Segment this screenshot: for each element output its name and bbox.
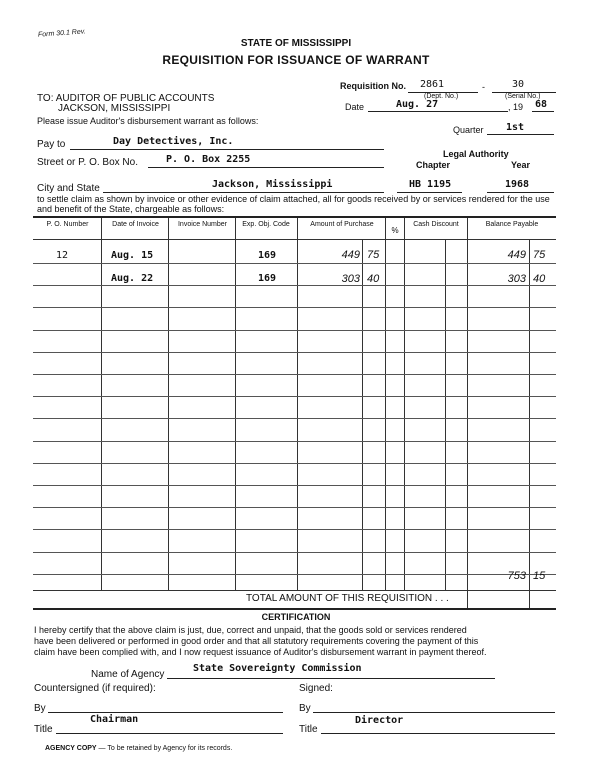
quarter-label: Quarter [453,125,484,135]
date-value: Aug. 27 [396,99,439,110]
table-row-line [33,507,556,508]
row1-amount-dollars: 449 [341,249,360,261]
legal-authority-label: Legal Authority [443,149,509,159]
table-row-line [33,418,556,419]
header-amount: Amount of Purchase [310,221,374,228]
instruction-text: Please issue Auditor's disbursement warrant as follows: [37,116,259,126]
row2-exp: 169 [258,273,277,284]
row1-balance-dollars: 449 [507,249,526,261]
certification-line2: have been delivered or performed in good order and that all statutory requirements covering the payment of this [34,636,479,646]
addressee-line2: JACKSON, MISSISSIPPI [58,103,171,114]
row2-amount-dollars: 303 [341,273,360,285]
left-title-label: Title [34,724,53,735]
right-title-label: Title [299,724,318,735]
chapter-label: Chapter [416,160,451,170]
street-value: P. O. Box 2255 [166,154,251,165]
table-row-line [33,396,556,397]
table-row-line [33,463,556,464]
dept-no-value: 2861 [420,79,445,90]
date-label: Date [345,102,365,112]
footer-copy-bold: AGENCY COPY [45,745,97,752]
year-value: 68 [535,99,548,110]
settle-text: to settle claim as shown by invoice or other evidence of claim attached, all for goods received by or services rendered for the use and benefit of the State, chargeable as follows: [37,194,550,214]
serial-caption: (Serial No.) [505,93,541,100]
agency-label: Name of Agency [91,669,165,680]
form-number: Form 30.1 Rev. [37,28,86,39]
certification-line3: claim have been complied with, and I now request issuance of Auditor's disbursement warrant in payment thereof. [34,647,487,657]
addressee-line1: TO: AUDITOR OF PUBLIC ACCOUNTS [37,93,215,104]
header-balance: Balance Payable [485,221,539,228]
right-title-line [321,733,555,734]
table-row-line [33,263,556,264]
row1-exp: 169 [258,250,277,261]
requisition-label: Requisition No. [340,81,406,91]
left-title-value: Chairman [90,714,139,725]
table-row-line [33,485,556,486]
agency-value: State Sovereignty Commission [193,663,362,674]
countersigned-label: Countersigned (if required): [34,683,156,694]
date-line [368,111,508,112]
header-date: Date of Invoice [112,221,159,228]
table-row-line [33,330,556,331]
year-line [532,111,554,112]
table-row-line [33,574,556,575]
total-dollars: 753 [507,570,526,582]
row2-balance-cents: 40 [533,273,546,285]
header-po: P. O. Number [46,221,89,228]
quarter-value: 1st [506,122,525,133]
signed-label: Signed: [299,683,333,694]
chapter-line [397,192,462,193]
right-by-label: By [299,703,311,714]
right-by-line [313,712,555,713]
table-row-line [33,374,556,375]
left-by-line [48,712,283,713]
right-title-value: Director [355,715,404,726]
legal-year-label: Year [511,160,531,170]
header-cash: Cash Discount [413,221,459,228]
pay-to-value: Day Detectives, Inc. [113,136,234,147]
footer-note [45,745,232,752]
row1-amount-cents: 75 [367,249,380,261]
pay-to-label: Pay to [37,139,66,150]
table-row-line [33,529,556,530]
header-exp: Exp. Obj. Code [242,221,290,228]
row1-po: 12 [56,250,69,261]
row1-balance-cents: 75 [533,249,546,261]
legal-year-value: 1968 [505,179,530,190]
city-value: Jackson, Mississippi [212,179,333,190]
total-label: TOTAL AMOUNT OF THIS REQUISITION . . . [246,593,449,604]
table-row-line [33,285,556,286]
certification-line1: I hereby certify that the above claim is just, due, correct and unpaid, that the goods sold or services rendered [34,625,467,635]
header-invoice: Invoice Number [177,221,228,228]
state-heading: STATE OF MISSISSIPPI [240,38,352,49]
serial-no-value: 30 [512,79,525,90]
left-title-line [56,733,283,734]
row1-date: Aug. 15 [111,250,154,261]
row2-date: Aug. 22 [111,273,154,284]
street-label: Street or P. O. Box No. [37,157,138,168]
requisition-dash: - [482,82,485,92]
pay-to-line [70,149,384,150]
header-pct: % [391,226,399,235]
city-label: City and State [37,183,100,194]
year-prefix: , 19 [508,102,524,112]
row2-amount-cents: 40 [367,273,380,285]
total-cents: 15 [533,570,546,582]
table-row-line [33,441,556,442]
left-by-label: By [34,703,46,714]
street-line [148,167,384,168]
legal-year-line [487,192,554,193]
table-row-line [33,307,556,308]
city-line [103,192,384,193]
form-title: REQUISITION FOR ISSUANCE OF WARRANT [162,53,430,67]
footer-copy-rest: — To be retained by Agency for its records. [96,745,233,752]
row2-balance-dollars: 303 [507,273,526,285]
table-row-line [33,552,556,553]
table-row-line [33,352,556,353]
quarter-line [487,134,554,135]
agency-line [167,678,495,679]
chapter-value: HB 1195 [409,179,452,190]
dept-caption: (Dept. No.) [424,93,459,100]
certification-heading: CERTIFICATION [261,612,331,622]
